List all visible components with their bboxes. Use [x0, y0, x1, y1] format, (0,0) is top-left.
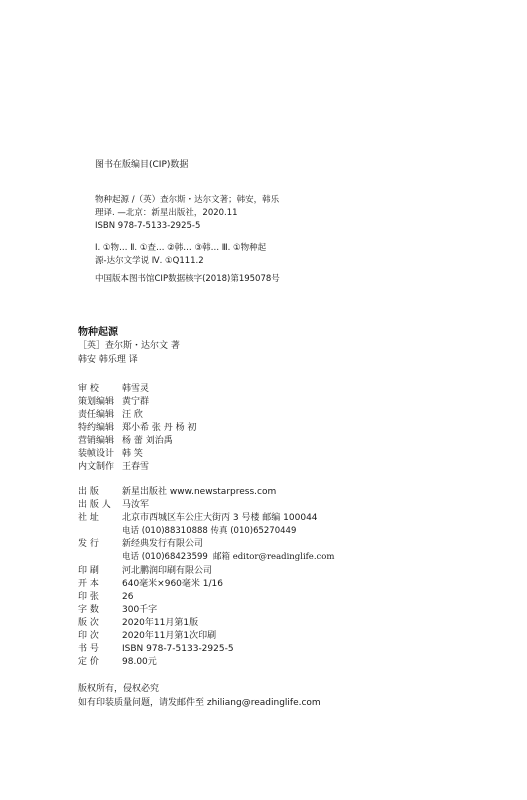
publisher-person-value: 马汝军	[122, 500, 150, 510]
book-translators: 韩安 韩乐理 译	[78, 355, 138, 365]
distributor-phone: 电话 (010)68423599	[122, 552, 208, 562]
book-author: ［英］查尔斯・达尔文 著	[78, 341, 180, 351]
staff-label: 责任编辑	[78, 410, 115, 420]
address-value: 北京市西城区车公庄大街丙 3 号楼 邮编 100044	[122, 513, 318, 523]
staff-value: 杨 蕾 刘治禹	[122, 436, 173, 446]
staff-label: 装帧设计	[78, 449, 115, 459]
spec-value: 98.00元	[122, 657, 157, 667]
distributor-label: 发 行	[78, 539, 99, 549]
publisher-label: 出 版	[78, 487, 99, 497]
cip-line-4: Ⅰ. ①物… Ⅱ. ①查… ②韩… ③韩… Ⅲ. ①物种起	[95, 243, 267, 253]
spec-value: 2020年11月第1版	[122, 618, 199, 628]
spec-label: 印 刷	[78, 566, 99, 576]
book-title: 物种起源	[78, 327, 118, 338]
publisher-value: 新星出版社 www.newstarpress.com	[122, 487, 277, 497]
spec-value: ISBN 978-7-5133-2925-5	[122, 644, 234, 654]
staff-value: 黄宁群	[122, 397, 150, 407]
staff-value: 汪 欣	[122, 410, 143, 420]
cip-line-3: ISBN 978-7-5133-2925-5	[95, 221, 201, 231]
spec-label: 印 次	[78, 631, 99, 641]
cip-line-6: 中国版本图书馆CIP数据核字(2018)第195078号	[95, 274, 280, 284]
staff-value: 韩 笑	[122, 449, 143, 459]
cip-heading: 图书在版编目(CIP)数据	[95, 160, 189, 170]
publisher-phone: 电话 (010)88310888 传真 (010)65270449	[122, 526, 297, 536]
staff-label: 策划编辑	[78, 397, 115, 407]
cip-line-1: 物种起源 /（英）查尔斯・达尔文著；韩安，韩乐	[95, 195, 280, 205]
rights-notice: 版权所有，侵权必究	[78, 684, 160, 694]
staff-label: 特约编辑	[78, 423, 115, 433]
spec-label: 定 价	[78, 657, 99, 667]
cip-line-2: 理译. —北京：新星出版社，2020.11	[95, 208, 238, 218]
address-label: 社 址	[78, 513, 99, 523]
distributor-value: 新经典发行有限公司	[122, 539, 204, 549]
quality-contact: 如有印装质量问题，请发邮件至 zhiliang@readinglife.com	[78, 698, 321, 708]
staff-value: 王春雪	[122, 462, 150, 472]
spec-value: 河北鹏润印刷有限公司	[122, 566, 213, 576]
spec-value: 300千字	[122, 605, 158, 615]
staff-label: 内文制作	[78, 462, 115, 472]
spec-value: 2020年11月第1次印刷	[122, 631, 217, 641]
spec-label: 书 号	[78, 644, 99, 654]
spec-label: 字 数	[78, 605, 99, 615]
spec-value: 640毫米×960毫米 1/16	[122, 579, 223, 589]
spec-value: 26	[122, 592, 134, 602]
spec-label: 开 本	[78, 579, 99, 589]
spec-label: 印 张	[78, 592, 99, 602]
publisher-person-label: 出 版 人	[78, 500, 111, 510]
distributor-email: 邮箱 editor@readinglife.com	[213, 552, 335, 562]
staff-value: 韩雪灵	[122, 384, 150, 394]
spec-label: 版 次	[78, 618, 99, 628]
staff-value: 郑小希 张 丹 杨 初	[122, 423, 197, 433]
staff-label: 审 校	[78, 384, 99, 394]
staff-label: 营销编辑	[78, 436, 115, 446]
cip-line-5: 源-达尔文学说 Ⅳ. ①Q111.2	[95, 256, 204, 266]
